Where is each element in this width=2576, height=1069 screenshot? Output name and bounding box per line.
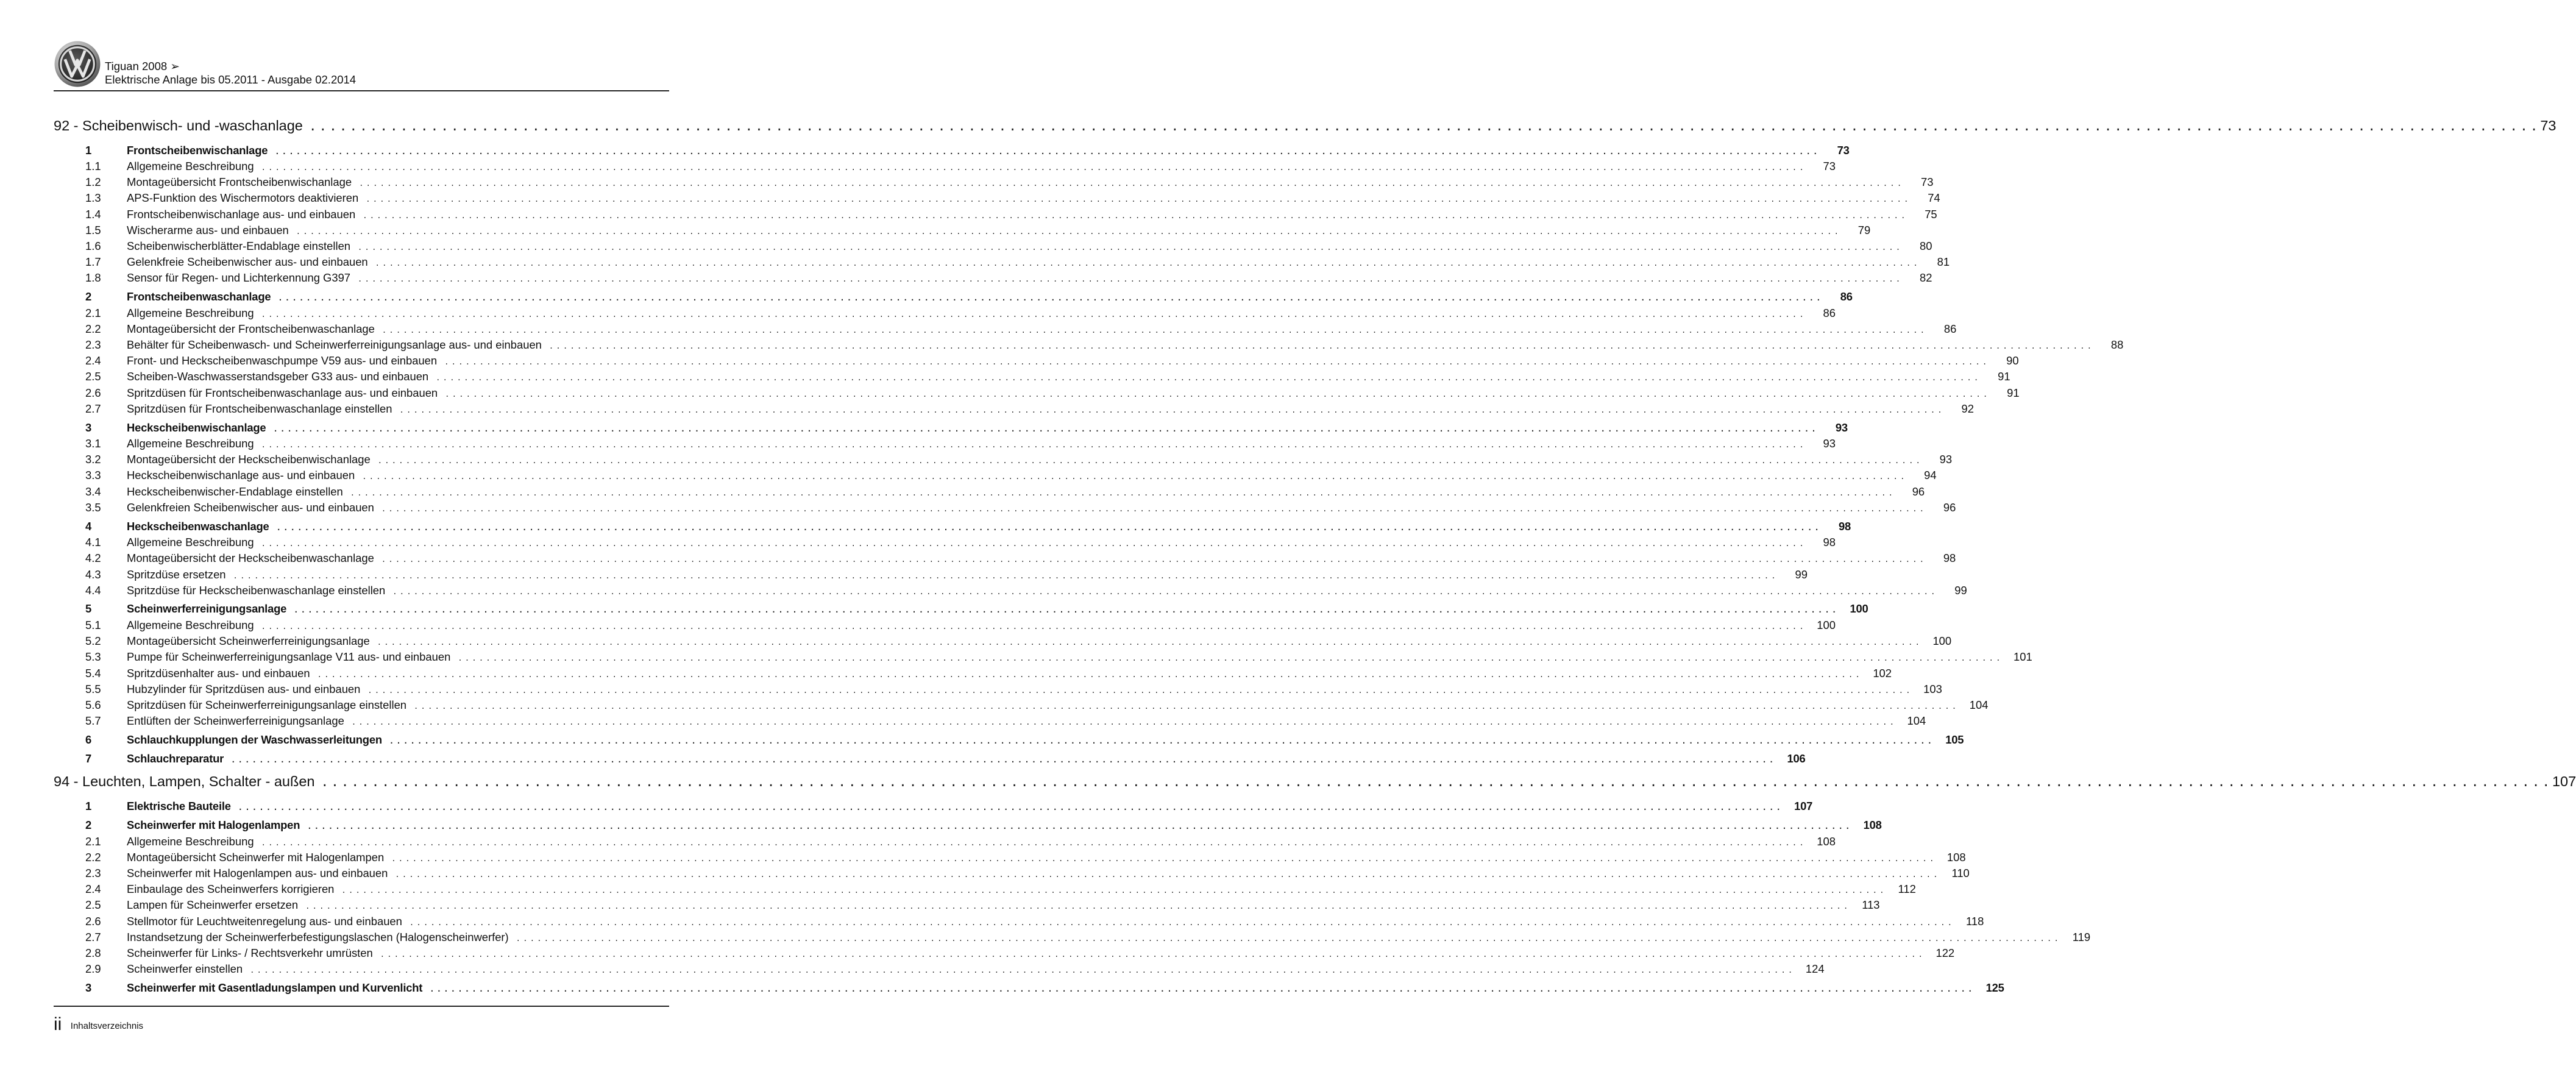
toc-page-number: 96 — [1912, 485, 1925, 498]
toc-subsection[interactable] — [54, 354, 2019, 370]
toc-entry-number: 5.1 — [85, 618, 101, 631]
dot-leader: ............................................................................................................................................................................................................................ — [350, 488, 1896, 497]
toc-entry-title: Scheinwerferreinigungsanlage — [127, 602, 287, 616]
toc-entry-title: Schlauchreparatur — [127, 751, 224, 765]
dot-leader: ............................................................................................................................................................................................................................ — [362, 472, 1907, 481]
dot-leader: ............................................................................................................................................................................................................................ — [392, 587, 1938, 596]
dot-leader: ............................................................................................................................................................................................................................ — [305, 902, 1851, 911]
toc-page-number: 113 — [1862, 898, 1880, 912]
toc-entry-title: Entlüften der Scheinwerferreinigungsanlage — [127, 714, 344, 728]
toc-subsection[interactable] — [54, 552, 1956, 567]
header-subtitle: Elektrische Anlage bis 05.2011 - Ausgabe 02.2014 — [105, 73, 357, 86]
toc-page-number: 73 — [1823, 160, 1836, 173]
toc-entry-title: Frontscheibenwischanlage aus- und einbauen — [127, 207, 356, 221]
toc-entry-number: 1.1 — [85, 160, 101, 173]
toc-page-number: 106 — [1787, 751, 1806, 765]
toc-entry-number: 2.3 — [85, 338, 101, 352]
toc-subsection[interactable] — [54, 867, 1970, 883]
toc-page-number: 91 — [1998, 370, 2010, 383]
toc-entry-number: 1 — [85, 143, 92, 157]
toc-entry-title: Pumpe für Scheinwerferreinigungsanlage V11 aus- und einbauen — [127, 650, 451, 664]
dot-leader: ............................................................................................................................................................................................................................ — [381, 325, 1928, 335]
toc-page-number: 118 — [1966, 914, 1984, 928]
toc-page-number: 103 — [1923, 682, 1942, 695]
toc-entry-title: Schlauchkupplungen der Waschwasserleitungen — [127, 733, 382, 746]
dot-leader: ............................................................................................................................................................................................................................ — [261, 163, 1806, 172]
toc-entry-title: Scheibenwischerblätter-Endablage einstellen — [127, 240, 351, 253]
toc-entry-title: Scheinwerfer mit Halogenlampen aus- und einbauen — [127, 867, 388, 880]
toc-entry-number: 2.1 — [85, 834, 101, 848]
toc-entry-number: 4.4 — [85, 583, 101, 597]
toc-section[interactable] — [54, 751, 1806, 769]
toc-page-number: 73 — [2540, 118, 2556, 133]
toc-entry-title: Gelenkfreie Scheibenwischer aus- und einbauen — [127, 255, 368, 269]
toc-subsection[interactable] — [54, 255, 1950, 271]
toc-page-number: 108 — [1863, 819, 1882, 832]
page-footer — [54, 1014, 143, 1035]
toc-entry-number: 4.3 — [85, 567, 101, 581]
dot-leader: ............................................................................................................................................................................................................................ — [308, 119, 2541, 133]
toc-page-number: 98 — [1838, 519, 1851, 533]
toc-entry-title: Spritzdüsen für Frontscheibenwaschanlage einstellen — [127, 402, 392, 415]
toc-page-number: 122 — [1936, 946, 1955, 959]
toc-subsection[interactable] — [54, 682, 1942, 698]
toc-subsection[interactable] — [54, 223, 1871, 240]
toc-entry-number: 5.7 — [85, 714, 101, 728]
toc-subsection[interactable] — [54, 500, 1956, 517]
toc-subsection[interactable] — [54, 567, 1808, 584]
toc-page-number: 104 — [1907, 714, 1926, 728]
toc-section[interactable] — [54, 143, 1850, 160]
dot-leader: ............................................................................................................................................................................................................................ — [250, 966, 1795, 975]
toc-entry-title: Lampen für Scheinwerfer ersetzen — [127, 898, 299, 912]
dot-leader: ............................................................................................................................................................................................................................ — [381, 504, 1927, 513]
toc-entry-number: 2.4 — [85, 354, 101, 368]
toc-entry-number: 2.3 — [85, 867, 101, 880]
dot-leader: ............................................................................................................................................................................................................................ — [436, 374, 1981, 383]
toc-entry-number: 2.6 — [85, 914, 101, 928]
toc-entry-number: 2.7 — [85, 930, 101, 943]
toc-entry-number: 2.4 — [85, 883, 101, 896]
toc-subsection[interactable] — [54, 240, 1932, 255]
dot-leader: ............................................................................................................................................................................................................................ — [391, 854, 1937, 863]
toc-page-number: 100 — [1817, 618, 1836, 631]
toc-subsection[interactable] — [54, 386, 2020, 402]
toc-entry-title: APS-Funktion des Wischermotors deaktivieren — [127, 191, 359, 205]
dot-leader: ............................................................................................................................................................................................................................ — [375, 259, 1921, 268]
toc-page-number: 86 — [1840, 290, 1853, 304]
toc-section[interactable] — [54, 799, 1813, 816]
toc-entry-title: Einbaulage des Scheinwerfers korrigieren — [127, 883, 335, 896]
toc-subsection[interactable] — [54, 160, 1836, 176]
toc-page-number: 108 — [1946, 850, 1966, 864]
dot-leader: ............................................................................................................................................................................................................................ — [458, 654, 2003, 663]
toc-entry-title: Spritzdüse für Heckscheibenwaschanlage einstellen — [127, 583, 386, 597]
toc-entry-title: 92 - Scheibenwisch- und -waschanlage — [54, 118, 303, 133]
dot-leader: ............................................................................................................................................................................................................................ — [233, 571, 1778, 580]
toc-entry-number: 5.4 — [85, 666, 101, 680]
toc-entry-title: Heckscheibenwischanlage aus- und einbauen — [127, 469, 355, 482]
toc-entry-title: Allgemeine Beschreibung — [127, 160, 254, 173]
toc-subsection[interactable] — [54, 634, 1952, 650]
toc-page-number: 86 — [1823, 306, 1836, 319]
toc-entry-title: Scheinwerfer für Links- / Rechtsverkehr umrüsten — [127, 946, 373, 959]
dot-leader: ............................................................................................................................................................................................................................ — [261, 838, 1806, 847]
dot-leader: ............................................................................................................................................................................................................................ — [273, 424, 1818, 433]
toc-entry-number: 5 — [85, 602, 92, 616]
toc-entry-title: Allgemeine Beschreibung — [127, 834, 254, 848]
toc-page-number: 101 — [2014, 650, 2032, 664]
toc-entry-number: 5.2 — [85, 634, 101, 648]
toc-entry-title: Heckscheibenwischer-Endablage einstellen — [127, 485, 343, 498]
footer-divider — [54, 1006, 669, 1007]
toc-section[interactable] — [54, 602, 1868, 619]
toc-page-number: 125 — [1985, 981, 2004, 994]
toc-entry-number: 1.7 — [85, 255, 101, 269]
page-header — [54, 40, 669, 91]
toc-subsection[interactable] — [54, 370, 2010, 386]
toc-entry-title: 94 - Leuchten, Lampen, Schalter - außen — [54, 773, 315, 790]
toc-entry-number: 1.5 — [85, 223, 101, 236]
toc-subsection[interactable] — [54, 914, 1984, 931]
toc-subsection[interactable] — [54, 946, 1955, 962]
toc-page-number: 79 — [1857, 223, 1871, 236]
toc-entry-title: Spritzdüsenhalter aus- und einbauen — [127, 666, 310, 680]
dot-leader: ............................................................................................................................................................................................................................ — [307, 822, 1853, 831]
toc-page-number: 98 — [1823, 536, 1836, 549]
toc-entry-number: 1.6 — [85, 240, 101, 253]
toc-entry-title: Scheinwerfer mit Halogenlampen — [127, 819, 300, 832]
toc-entry-title: Allgemeine Beschreibung — [127, 437, 254, 450]
toc-page-number: 96 — [1943, 500, 1956, 514]
toc-entry-title: Montageübersicht Scheinwerferreinigungsanlage — [127, 634, 370, 648]
toc-entry-title: Scheiben-Waschwasserstandsgeber G33 aus- und einbauen — [127, 370, 429, 383]
toc-page-number: 90 — [2006, 354, 2019, 368]
toc-page-number: 93 — [1939, 453, 1953, 466]
dot-leader: ............................................................................................................................................................................................................................ — [409, 918, 1955, 927]
dot-leader: ............................................................................................................................................................................................................................ — [351, 718, 1897, 727]
toc-entry-title: Heckscheibenwaschanlage — [127, 519, 269, 533]
toc-page-number: 80 — [1919, 240, 1932, 253]
dot-leader: ............................................................................................................................................................................................................................ — [294, 606, 1839, 615]
toc-entry-number: 5.6 — [85, 698, 101, 711]
toc-entry-number: 2.5 — [85, 898, 101, 912]
dot-leader: ............................................................................................................................................................................................................................ — [516, 934, 2062, 943]
toc-entry-number: 1.4 — [85, 207, 101, 221]
toc-entry-title: Montageübersicht der Heckscheibenwaschanlage — [127, 552, 374, 565]
toc-subsection[interactable] — [54, 207, 1937, 224]
toc-page-number: 100 — [1850, 602, 1868, 616]
dot-leader: ............................................................................................................................................................................................................................ — [445, 389, 1990, 399]
vw-logo-icon — [54, 40, 101, 88]
toc-subsection[interactable] — [54, 666, 1892, 683]
toc-entry-title: Frontscheibenwaschanlage — [127, 290, 271, 304]
toc-entry-number: 3.2 — [85, 453, 101, 466]
toc-entry-title: Montageübersicht Scheinwerfer mit Halogenlampen — [127, 850, 385, 864]
toc-page-number: 108 — [1817, 834, 1836, 848]
toc-subsection[interactable] — [54, 898, 1880, 914]
dot-leader: ............................................................................................................................................................................................................................ — [366, 195, 1911, 204]
header-text — [105, 60, 356, 87]
dot-leader: ............................................................................................................................................................................................................................ — [367, 686, 1913, 695]
toc-entry-number: 3.4 — [85, 485, 101, 498]
toc-entry-number: 2.2 — [85, 322, 101, 335]
toc-entry-number: 2.6 — [85, 386, 101, 399]
dot-leader: ............................................................................................................................................................................................................................ — [317, 670, 1863, 679]
toc-page-number: 91 — [2007, 386, 2020, 399]
page-number: ii — [54, 1014, 62, 1034]
toc-entry-title: Allgemeine Beschreibung — [127, 306, 254, 319]
dot-leader: ............................................................................................................................................................................................................................ — [359, 179, 1904, 188]
dot-leader: ............................................................................................................................................................................................................................ — [296, 227, 1842, 236]
toc-subsection[interactable] — [54, 485, 1925, 501]
toc-subsection[interactable] — [54, 714, 1926, 730]
dot-leader: ............................................................................................................................................................................................................................ — [381, 555, 1927, 564]
toc-entry-title: Front- und Heckscheibenwaschpumpe V59 aus- und einbauen — [127, 354, 438, 368]
toc-entry-number: 2.9 — [85, 962, 101, 976]
toc-subsection[interactable] — [54, 322, 1957, 338]
dot-leader: ............................................................................................................................................................................................................................ — [430, 984, 1975, 993]
header-divider — [54, 90, 669, 91]
toc-page-number: 119 — [2072, 930, 2091, 943]
toc-entry-number: 2.5 — [85, 370, 101, 383]
toc-entry-title: Behälter für Scheibenwasch- und Scheinwerferreinigungsanlage aus- und einbauen — [127, 338, 542, 352]
toc-entry-title: Montageübersicht der Frontscheibenwaschanlage — [127, 322, 375, 335]
toc-chapter[interactable] — [54, 118, 2556, 141]
toc-subsection[interactable] — [54, 437, 1836, 453]
toc-entry-number: 2.1 — [85, 306, 101, 319]
toc-subsection[interactable] — [54, 536, 1836, 552]
dot-leader: ............................................................................................................................................................................................................................ — [275, 147, 1820, 156]
toc-entry-title: Elektrische Bauteile — [127, 799, 231, 812]
toc-entry-number: 3.3 — [85, 469, 101, 482]
toc-entry-number: 7 — [85, 751, 92, 765]
dot-leader: ............................................................................................................................................................................................................................ — [399, 405, 1945, 414]
table-of-contents — [54, 116, 2576, 997]
dot-leader: ............................................................................................................................................................................................................................ — [548, 342, 2095, 351]
toc-page-number: 98 — [1943, 552, 1956, 565]
toc-entry-title: Sensor für Regen- und Lichterkennung G397 — [127, 271, 351, 285]
toc-entry-number: 2 — [85, 290, 92, 304]
toc-entry-title: Scheinwerfer einstellen — [127, 962, 243, 976]
toc-entry-title: Montageübersicht Frontscheibenwischanlage — [127, 176, 352, 189]
toc-subsection[interactable] — [54, 338, 2124, 354]
toc-entry-number: 6 — [85, 733, 92, 746]
toc-page-number: 105 — [1945, 733, 1964, 746]
dot-leader: ............................................................................................................................................................................................................................ — [278, 294, 1823, 303]
toc-page-number: 86 — [1943, 322, 1957, 335]
toc-entry-number: 4.1 — [85, 536, 101, 549]
toc-entry-number: 2.7 — [85, 402, 101, 415]
toc-chapter[interactable] — [54, 773, 2576, 797]
toc-entry-title: Frontscheibenwischanlage — [127, 143, 268, 157]
toc-section[interactable] — [54, 819, 1882, 835]
header-model: Tiguan 2008 ➢ — [105, 60, 180, 73]
toc-entry-title: Allgemeine Beschreibung — [127, 536, 254, 549]
toc-subsection[interactable] — [54, 850, 1966, 867]
toc-entry-title: Heckscheibenwischanlage — [127, 421, 266, 434]
dot-leader: ............................................................................................................................................................................................................................ — [358, 243, 1903, 252]
toc-entry-title: Spritzdüsen für Scheinwerferreinigungsanlage einstellen — [127, 698, 407, 711]
toc-page-number: 124 — [1805, 962, 1825, 976]
toc-page-number: 107 — [2552, 773, 2576, 790]
toc-entry-title: Spritzdüse ersetzen — [127, 567, 226, 581]
toc-entry-number: 3 — [85, 981, 92, 994]
toc-page-number: 74 — [1928, 191, 1940, 205]
toc-entry-number: 3.5 — [85, 500, 101, 514]
toc-entry-number: 3 — [85, 421, 92, 434]
toc-subsection[interactable] — [54, 271, 1932, 287]
toc-page-number: 99 — [1954, 583, 1967, 597]
toc-entry-title: Spritzdüsen für Frontscheibenwaschanlage aus- und einbauen — [127, 386, 438, 399]
toc-page-number: 82 — [1920, 271, 1932, 285]
dot-leader: ............................................................................................................................................................................................................................ — [261, 441, 1806, 450]
toc-subsection[interactable] — [54, 176, 1934, 191]
toc-subsection[interactable] — [54, 583, 1967, 600]
footer-section-title: Inhaltsverzeichnis — [70, 1021, 144, 1031]
toc-entry-number: 5.3 — [85, 650, 101, 664]
toc-page-number: 102 — [1873, 666, 1892, 680]
toc-entry-title: Hubzylinder für Spritzdüsen aus- und einbauen — [127, 682, 361, 695]
dot-leader: ............................................................................................................................................................................................................................ — [231, 755, 1776, 764]
toc-page-number: 73 — [1837, 143, 1850, 157]
dot-leader: ............................................................................................................................................................................................................................ — [380, 950, 1926, 959]
dot-leader: ............................................................................................................................................................................................................................ — [414, 701, 1959, 711]
toc-entry-number: 3.1 — [85, 437, 101, 450]
dot-leader: ............................................................................................................................................................................................................................ — [358, 275, 1903, 284]
dot-leader: ............................................................................................................................................................................................................................ — [444, 358, 1990, 367]
toc-entry-title: Wischerarme aus- und einbauen — [127, 223, 289, 236]
dot-leader: ............................................................................................................................................................................................................................ — [238, 803, 1784, 812]
toc-entry-title: Scheinwerfer mit Gasentladungslampen und Kurvenlicht — [127, 981, 423, 994]
toc-entry-title: Instandsetzung der Scheinwerferbefestigungslaschen (Halogenscheinwerfer) — [127, 930, 509, 943]
toc-section[interactable] — [54, 421, 1848, 438]
toc-entry-number: 2 — [85, 819, 92, 832]
toc-section[interactable] — [54, 733, 1964, 750]
toc-subsection[interactable] — [54, 469, 1937, 485]
toc-page-number: 107 — [1794, 799, 1813, 812]
toc-subsection[interactable] — [54, 834, 1836, 851]
toc-subsection[interactable] — [54, 698, 1989, 714]
toc-entry-title: Stellmotor für Leuchtweitenregelung aus- und einbauen — [127, 914, 402, 928]
dot-leader: ............................................................................................................................................................................................................................ — [261, 310, 1806, 319]
toc-entry-title: Allgemeine Beschreibung — [127, 618, 254, 631]
toc-subsection[interactable] — [54, 930, 2091, 946]
dot-leader: ............................................................................................................................................................................................................................ — [377, 638, 1923, 647]
dot-leader: ............................................................................................................................................................................................................................ — [389, 736, 1935, 745]
toc-page-number: 110 — [1951, 867, 1970, 880]
toc-page-number: 93 — [1823, 437, 1836, 450]
toc-entry-number: 2.8 — [85, 946, 101, 959]
toc-subsection[interactable] — [54, 453, 1953, 469]
toc-page-number: 94 — [1924, 469, 1937, 482]
toc-entry-number: 5.5 — [85, 682, 101, 695]
toc-section[interactable] — [54, 290, 1853, 307]
toc-subsection[interactable] — [54, 618, 1836, 634]
dot-leader: ............................................................................................................................................................................................................................ — [261, 539, 1806, 549]
toc-subsection[interactable] — [54, 962, 1825, 978]
toc-entry-number: 4.2 — [85, 552, 101, 565]
dot-leader: ............................................................................................................................................................................................................................ — [261, 622, 1806, 631]
toc-subsection[interactable] — [54, 402, 1974, 418]
toc-entry-number: 1 — [85, 799, 92, 812]
toc-page-number: 100 — [1932, 634, 1952, 648]
dot-leader: ............................................................................................................................................................................................................................ — [363, 211, 1908, 220]
dot-leader: ............................................................................................................................................................................................................................ — [395, 870, 1940, 879]
toc-subsection[interactable] — [54, 883, 1916, 898]
dot-leader: ............................................................................................................................................................................................................................ — [321, 775, 2552, 790]
toc-subsection[interactable] — [54, 191, 1940, 207]
toc-page-number: 104 — [1969, 698, 1989, 711]
toc-page-number: 99 — [1795, 567, 1808, 581]
toc-entry-number: 2.2 — [85, 850, 101, 864]
toc-page-number: 75 — [1925, 207, 1937, 221]
toc-section[interactable] — [54, 519, 1851, 536]
toc-entry-number: 1.8 — [85, 271, 101, 285]
toc-entry-number: 4 — [85, 519, 92, 533]
toc-subsection[interactable] — [54, 306, 1836, 322]
dot-leader: ............................................................................................................................................................................................................................ — [341, 886, 1887, 895]
toc-entry-title: Gelenkfreien Scheibenwischer aus- und einbauen — [127, 500, 374, 514]
toc-page-number: 73 — [1921, 176, 1934, 189]
toc-entry-number: 1.2 — [85, 176, 101, 189]
toc-page-number: 81 — [1937, 255, 1950, 269]
toc-page-number: 93 — [1835, 421, 1848, 434]
dot-leader: ............................................................................................................................................................................................................................ — [377, 456, 1923, 466]
toc-page-number: 88 — [2110, 338, 2124, 352]
toc-entry-number: 1.3 — [85, 191, 101, 205]
toc-entry-title: Montageübersicht der Heckscheibenwischanlage — [127, 453, 371, 466]
toc-page-number: 112 — [1898, 883, 1916, 896]
toc-subsection[interactable] — [54, 650, 2032, 666]
toc-page-number: 92 — [1961, 402, 1974, 415]
dot-leader: ............................................................................................................................................................................................................................ — [276, 523, 1822, 532]
toc-section[interactable] — [54, 981, 2004, 998]
